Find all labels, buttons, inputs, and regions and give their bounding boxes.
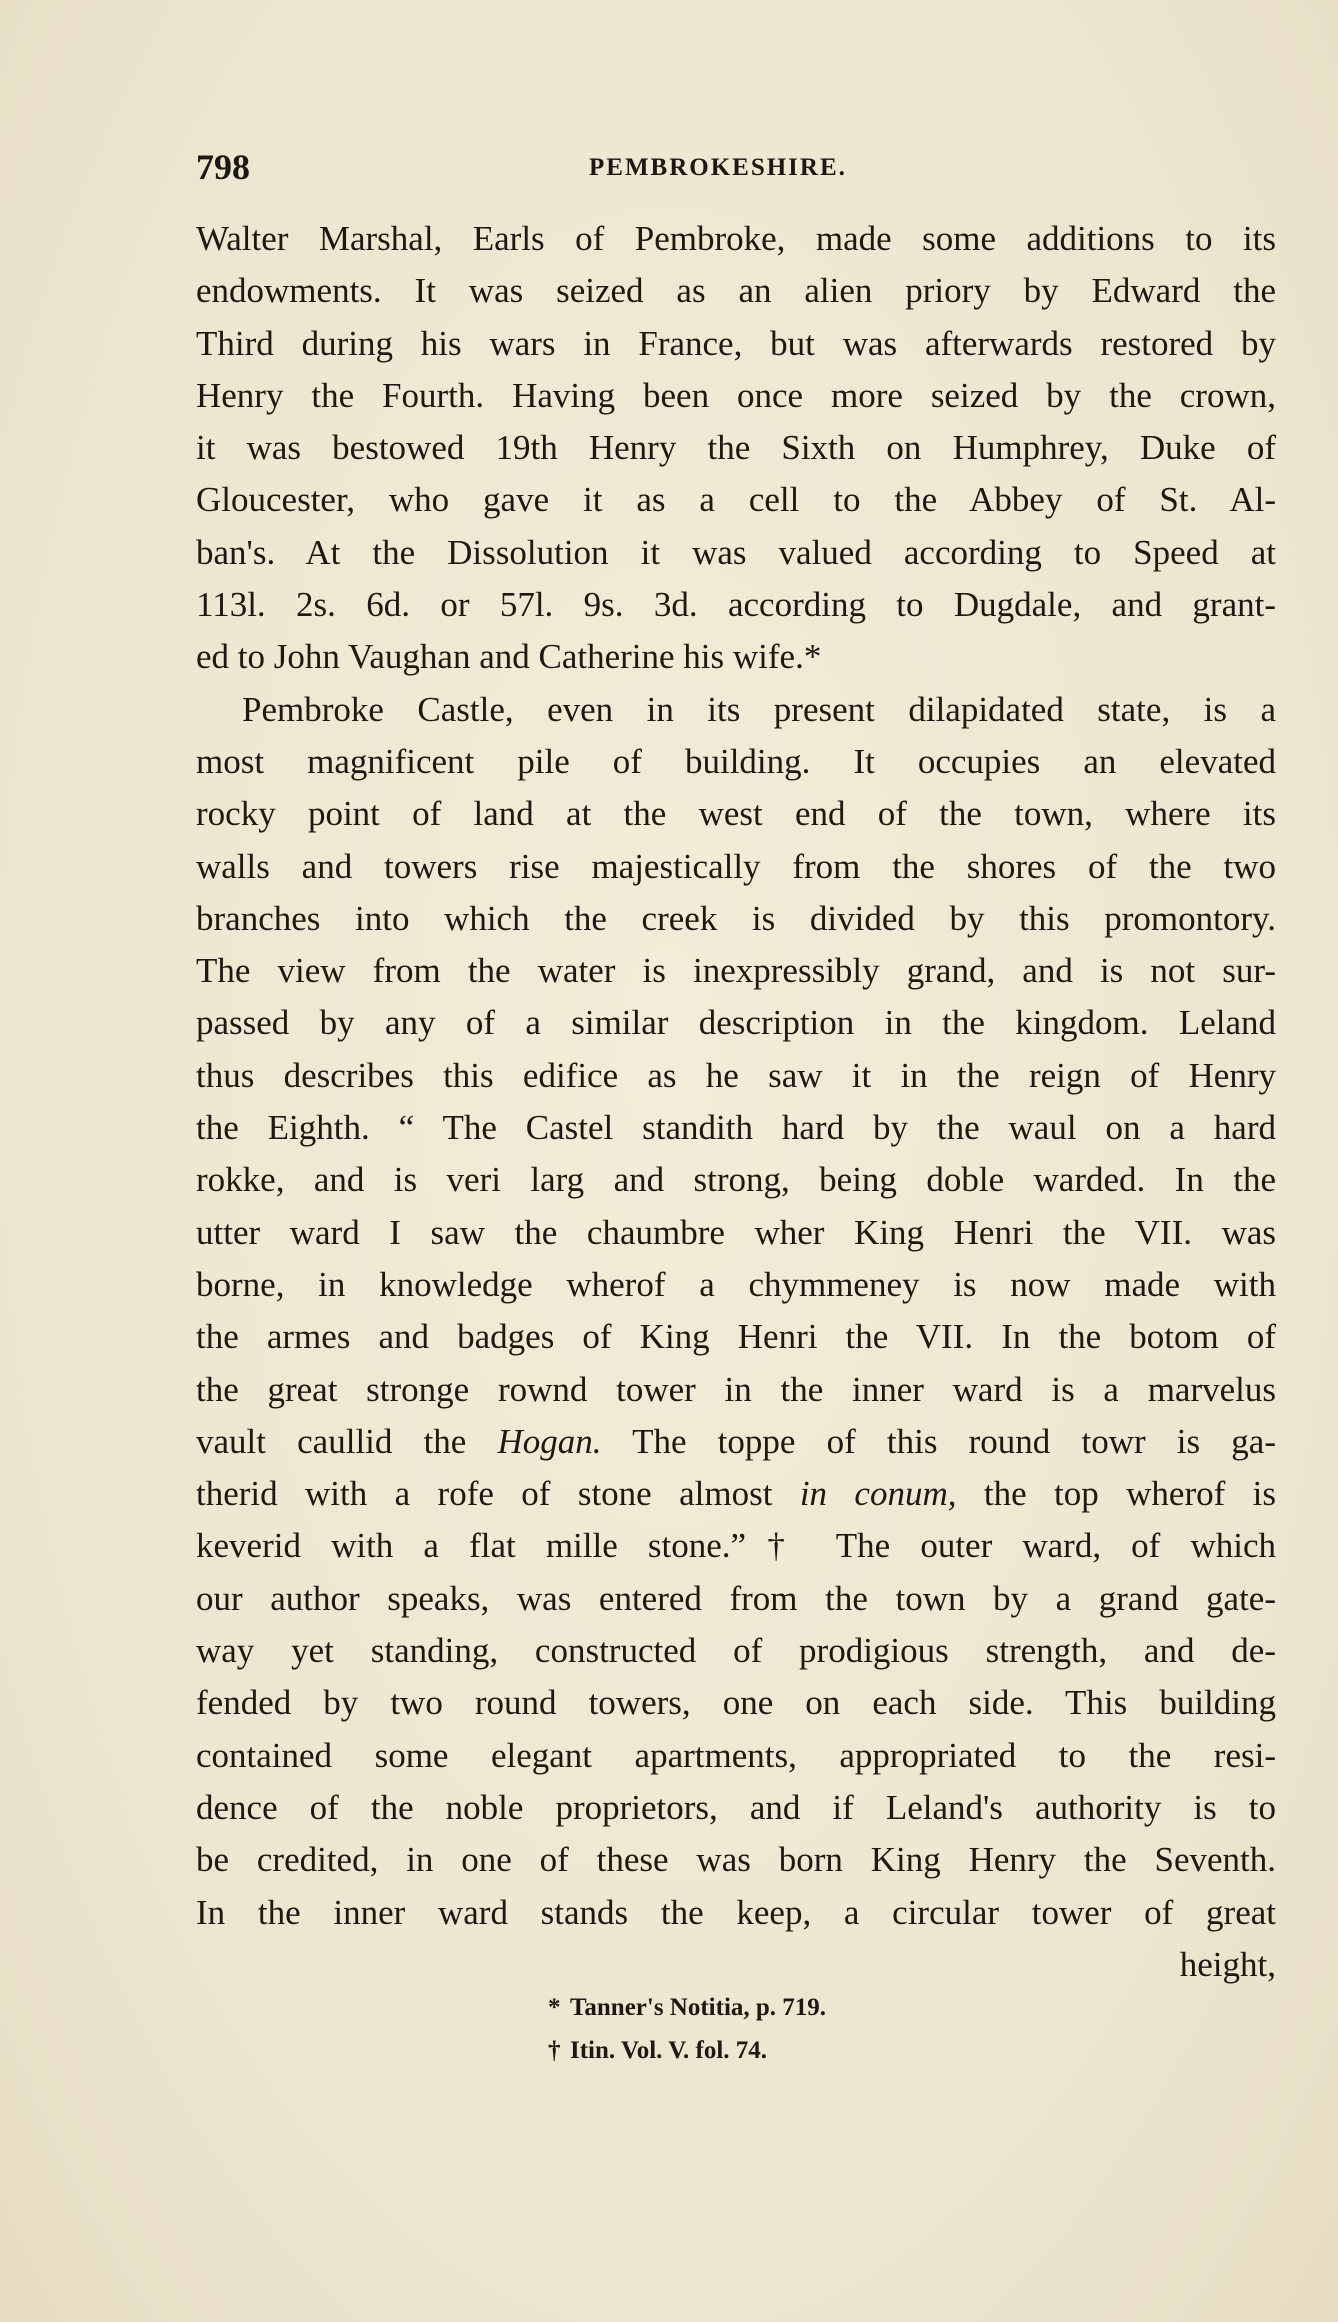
text-segment: vault caullid the [196,1421,498,1461]
footnote [196,2029,1276,2072]
text-segment: therid with a rofe of stone almost [196,1474,800,1514]
text-line: Henry the Fourth. Having been once more seized by the crown, [196,375,1276,415]
text-line: way yet standing, constructed of prodigious strength, and de- [196,1631,1276,1671]
text-line: it was bestowed 19th Henry the Sixth on Humphrey, Duke of [196,428,1276,468]
text-line: contained some elegant apartments, appropriated to the resi- [196,1735,1276,1775]
text-line: ed to John Vaughan and Catherine his wife.* [196,637,822,677]
page-header [196,146,1276,196]
text-line: keverid with a flat mille stone.”† The outer ward, of which [196,1526,1276,1566]
running-head: PEMBROKESHIRE. [589,154,847,181]
text-segment: The toppe of this round towr is ga- [601,1421,1276,1461]
footnote-mark: * [548,1994,561,2021]
text-line: the Eighth. “ The Castel standith hard by the waul on a hard [196,1108,1276,1148]
text-line: In the inner ward stands the keep, a circular tower of great [196,1892,1276,1932]
text-line-with-italic [196,1416,1276,1468]
text-line: passed by any of a similar description in the kingdom. Leland [196,1003,1276,1043]
text-line: utter ward I saw the chaumbre wher King Henri the VII. was [196,1212,1276,1252]
catchword: height, [1179,1944,1276,1984]
text-line: Walter Marshal, Earls of Pembroke, made some additions to its [196,219,1276,258]
footnotes [196,1986,1276,2072]
text-line: the great stronge rownd tower in the inner ward is a marvelus [196,1369,1276,1409]
italic-phrase-in-conum: in conum, [799,1474,957,1514]
text-line: most magnificent pile of building. It occupies an elevated [196,741,1276,781]
text-line: our author speaks, was entered from the town by a grand gate- [196,1578,1276,1618]
text-line: branches into which the creek is divided by this promontory. [196,898,1276,938]
italic-word-hogan: Hogan. [497,1421,602,1461]
text-line: dence of the noble proprietors, and if Leland's authority is to [196,1787,1276,1827]
page-number: 798 [196,147,250,187]
text-line: The view from the water is inexpressibly grand, and is not sur- [196,951,1276,991]
text-line: rokke, and is veri larg and strong, being doble warded. In the [196,1160,1276,1200]
text-line: Gloucester, who gave it as a cell to the Abbey of St. Al- [196,480,1276,520]
text-line: rocky point of land at the west end of the town, where its [196,794,1276,834]
text-line: 113l. 2s. 6d. or 57l. 9s. 3d. according to Dugdale, and grant- [196,585,1276,625]
text-line: be credited, in one of these was born King Henry the Seventh. [196,1840,1276,1880]
footnote-text: Itin. Vol. V. fol. 74. [570,2037,768,2064]
text-line: walls and towers rise majestically from the shores of the two [196,846,1276,886]
footnote-text: Tanner's Notitia, p. 719. [570,1994,827,2021]
text-line: thus describes this edifice as he saw it in the reign of Henry [196,1055,1276,1095]
text-line: endowments. It was seized as an alien priory by Edward the [196,271,1276,311]
paragraph-start-line: Pembroke Castle, even in its present dilapidated state, is a [242,689,1276,729]
body-text [196,213,1276,1991]
text-line: the armes and badges of King Henri the VII. In the botom of [196,1317,1276,1357]
text-segment: the top wherof is [956,1474,1276,1514]
footnote [196,1986,1276,2029]
text-line-with-italic [196,1468,1276,1520]
text-line: borne, in knowledge wherof a chymmeney is now made with [196,1264,1276,1304]
footnote-mark: † [548,2037,561,2064]
text-line: Third during his wars in France, but was afterwards restored by [196,323,1276,363]
text-line: fended by two round towers, one on each side. This building [196,1683,1276,1723]
text-line: ban's. At the Dissolution it was valued according to Speed at [196,532,1276,572]
